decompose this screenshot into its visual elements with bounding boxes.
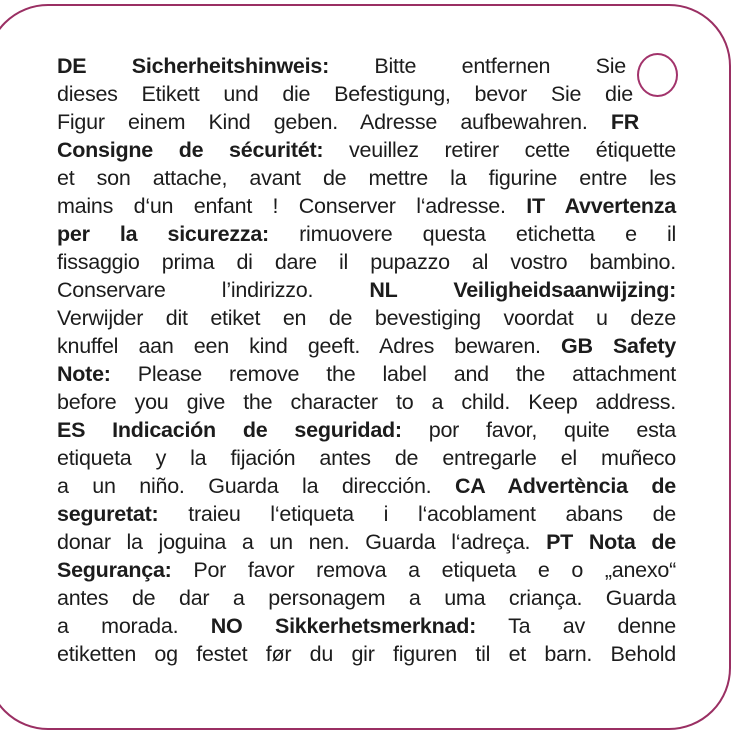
text-line: Conservare l’indirizzo. NL Veiligheidsaanwijzing: (57, 278, 677, 302)
text-line: before you give the character to a child. Keep address. (57, 390, 676, 414)
text-line: etiketten og festet før du gir figuren til et barn. Behold (57, 642, 676, 666)
text-line: knuffel aan een kind geeft. Adres bewaren. GB Safety (57, 334, 676, 358)
text-line: fissaggio prima di dare il pupazzo al vostro bambino. (57, 250, 676, 274)
text-line: a un niño. Guarda la dirección. CA Advertència de (57, 474, 676, 498)
text-line: antes de dar a personagem a uma criança. Guarda (57, 586, 676, 610)
text-line: etiqueta y la fijación antes de entregarle el muñeco (57, 446, 676, 470)
text-line: DE Sicherheitshinweis: Bitte entfernen Sie (57, 54, 626, 78)
text-line: dieses Etikett und die Befestigung, bevor Sie die (57, 82, 633, 106)
text-line: et son attache, avant de mettre la figurine entre les (57, 166, 676, 190)
text-line: per la sicurezza: rimuovere questa etichetta e il (57, 222, 676, 246)
text-line: Note: Please remove the label and the attachment (57, 362, 676, 386)
text-line: a morada. NO Sikkerhetsmerknad: Ta av denne (57, 614, 676, 638)
text-line: mains d‘un enfant ! Conserver l‘adresse. IT Avvertenza (57, 194, 676, 218)
text-line: Figur einem Kind geben. Adresse aufbewahren. FR (57, 110, 639, 134)
text-line: donar la joguina a un nen. Guarda l‘adreça. PT Nota de (57, 530, 676, 554)
text-line: Consigne de sécuritét: veuillez retirer cette étiquette (57, 138, 676, 162)
text-line: Verwijder dit etiket en de bevestiging voordat u deze (57, 306, 676, 330)
text-line: ES Indicación de seguridad: por favor, quite esta (57, 418, 677, 442)
safety-text (57, 52, 676, 668)
text-line: Segurança: Por favor remova a etiqueta e o „anexo“ (57, 558, 676, 582)
text-line: seguretat: traieu l‘etiqueta i l‘acoblament abans de (57, 502, 676, 526)
